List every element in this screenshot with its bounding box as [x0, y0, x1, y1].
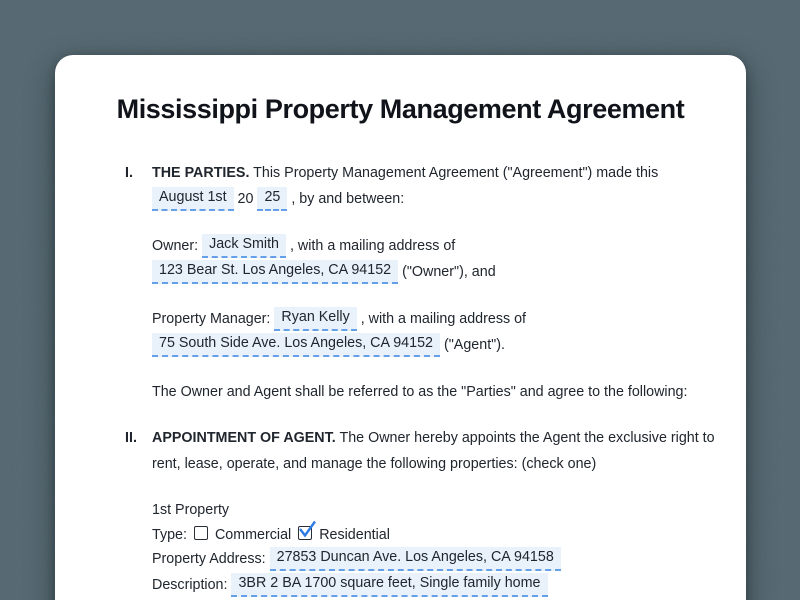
after-manager-address-text: ("Agent").: [443, 336, 505, 353]
after-owner-name-text: , with a mailing address of: [289, 237, 456, 254]
year-field[interactable]: 25: [257, 187, 287, 211]
residential-checkbox[interactable]: [298, 526, 312, 540]
owner-name-field[interactable]: Jack Smith: [202, 234, 286, 258]
commercial-label: Commercial: [214, 526, 292, 543]
manager-label: Property Manager:: [152, 310, 271, 327]
after-owner-address-text: ("Owner"), and: [402, 263, 496, 280]
section-heading: THE PARTIES.: [152, 165, 250, 181]
parties-intro-text: This Property Management Agreement ("Agreement") made this: [253, 165, 659, 181]
section-the-parties: [125, 161, 745, 426]
year-prefix-text: 20: [237, 190, 254, 207]
description-row: [152, 573, 744, 599]
appointment-intro-text: The Owner hereby appoints the Agent the exclusive right to rent, lease, operate, and manage the following properties: (check one): [152, 430, 715, 472]
property-address-row: [152, 547, 744, 573]
section-number: II.: [125, 430, 137, 446]
manager-paragraph: [152, 307, 744, 359]
owner-paragraph: [152, 234, 744, 286]
type-label: Type:: [152, 526, 187, 543]
section-appointment-of-agent: [125, 426, 745, 599]
residential-label: Residential: [319, 526, 390, 543]
manager-name-field[interactable]: Ryan Kelly: [274, 307, 356, 331]
owner-address-field[interactable]: 123 Bear St. Los Angeles, CA 94152: [152, 260, 398, 284]
manager-address-field[interactable]: 75 South Side Ave. Los Angeles, CA 94152: [152, 333, 440, 357]
after-manager-name-text: , with a mailing address of: [360, 310, 527, 327]
section-heading: APPOINTMENT OF AGENT.: [152, 430, 336, 446]
document-page: [55, 55, 746, 600]
description-label: Description:: [152, 577, 228, 593]
section-number: I.: [125, 165, 133, 181]
owner-label: Owner:: [152, 237, 199, 254]
parties-intro-paragraph: [152, 161, 744, 213]
appointment-intro-paragraph: [152, 426, 744, 477]
property-type-row: [152, 523, 744, 548]
commercial-checkbox[interactable]: [194, 526, 208, 540]
page-title: Mississippi Property Management Agreement: [116, 94, 685, 124]
date-field[interactable]: August 1st: [152, 187, 234, 211]
parties-clause-paragraph: The Owner and Agent shall be referred to as the "Parties" and agree to the following:: [152, 383, 688, 400]
property-address-label: Property Address:: [152, 551, 266, 567]
description-field[interactable]: 3BR 2 BA 1700 square feet, Single family home: [231, 573, 547, 597]
document-body: [125, 161, 745, 599]
property-address-field[interactable]: 27853 Duncan Ave. Los Angeles, CA 94158: [270, 547, 561, 571]
first-property-heading: 1st Property: [152, 502, 230, 518]
after-year-text: , by and between:: [291, 190, 405, 207]
